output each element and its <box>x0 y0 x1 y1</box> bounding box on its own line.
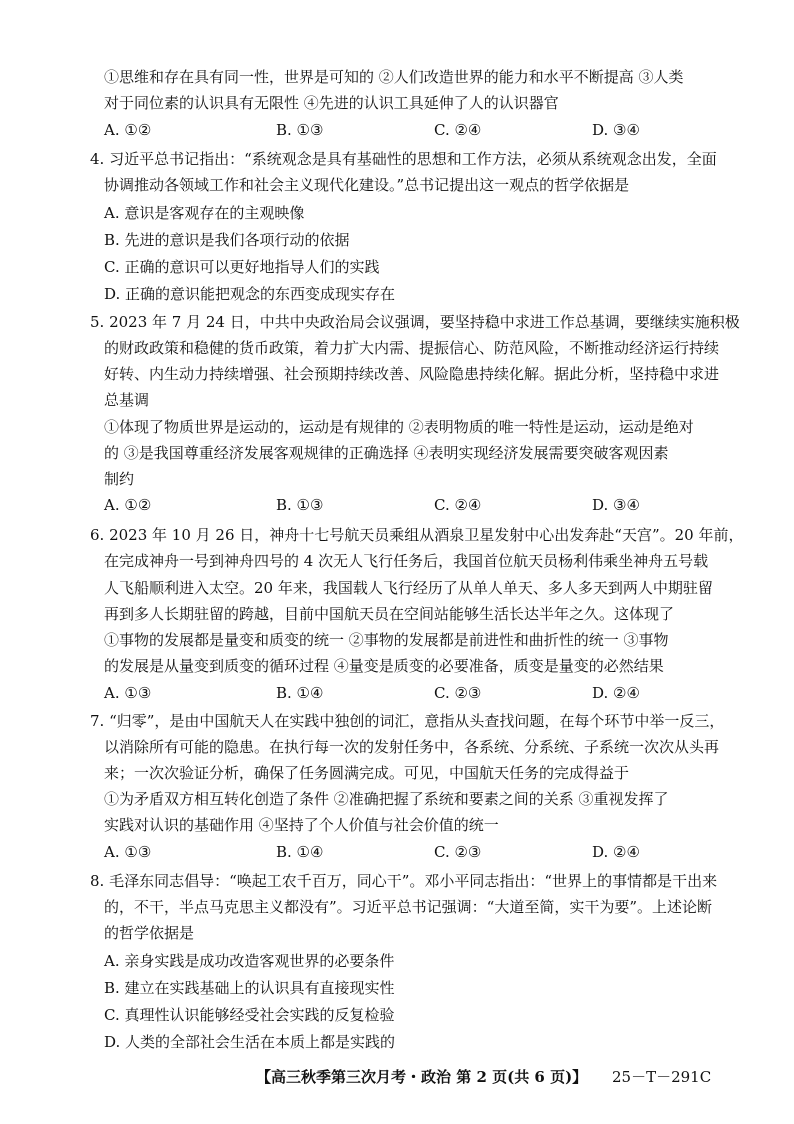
q5-statement-line: 的 ③是我国尊重经济发展客观规律的正确选择 ④表明实现经济发展需要突破客观因素 <box>104 444 669 462</box>
q6-statement-line: ①事物的发展都是量变和质变的统一 ②事物的发展都是前进性和曲折性的统一 ③事物 <box>104 631 669 649</box>
q6-statement-line: 的发展是从量变到质变的循环过程 ④量变是质变的必要准备，质变是量变的必然结果 <box>104 657 664 675</box>
q7-statement-line: ①为矛盾双方相互转化创造了条件 ②准确把握了系统和要素之间的关系 ③重视发挥了 <box>104 790 669 808</box>
q7-stem-line: 来；一次次验证分析，确保了任务圆满完成。可见，中国航天任务的完成得益于 <box>104 764 630 782</box>
q5-option-d: D. ③④ <box>592 496 640 514</box>
q5-stem-line: 5. 2023 年 7 月 24 日，中共中央政治局会议强调，要坚持稳中求进工作总基调，要继续实施积极 <box>90 313 740 331</box>
q6-option-b: B. ①④ <box>276 684 324 702</box>
q6-stem-line: 在完成神舟一号到神舟四号的 4 次无人飞行任务后，我国首位航天员杨利伟乘坐神舟五号载 <box>104 552 709 570</box>
q6-stem-line: 再到多人长期驻留的跨越，目前中国航天员在空间站能够生活长达半年之久。这体现了 <box>104 605 675 623</box>
q3-option-b: B. ①③ <box>276 121 324 139</box>
q4-choice-d: D. 正确的意识能把观念的东西变成现实存在 <box>104 285 396 303</box>
q4-stem-line: 4. 习近平总书记指出：“系统观念是具有基础性的思想和工作方法，必须从系统观念出发，全面 <box>90 150 717 168</box>
q8-choice-c: C. 真理性认识能够经受社会实践的反复检验 <box>104 1006 395 1024</box>
q7-option-b: B. ①④ <box>276 843 324 861</box>
q3-option-c: C. ②④ <box>434 121 482 139</box>
q8-choice-a: A. 亲身实践是成功改造客观世界的必要条件 <box>104 952 395 970</box>
q7-option-c: C. ②③ <box>434 843 482 861</box>
q7-stem-line: 7. “归零”，是由中国航天人在实践中独创的词汇，意指从头查找问题，在每个环节中举一反三， <box>90 712 725 730</box>
q5-option-a: A. ①② <box>104 496 152 514</box>
q4-choice-c: C. 正确的意识可以更好地指导人们的实践 <box>104 258 380 276</box>
q6-stem-line: 人飞船顺利进入太空。20 年来，我国载人飞行经历了从单人单天、多人多天到两人中期驻留 <box>104 579 713 597</box>
q7-stem-line: 以消除所有可能的隐患。在执行每一次的发射任务中，各系统、分系统、子系统一次次从头再 <box>104 738 720 756</box>
q3-statement-line: ①思维和存在具有同一性，世界是可知的 ②人们改造世界的能力和水平不断提高 ③人类 <box>104 68 684 86</box>
page-footer-label: 【高三秋季第三次月考・政治 第 2 页(共 6 页)】 <box>256 1068 588 1086</box>
q6-option-c: C. ②③ <box>434 684 482 702</box>
q5-option-b: B. ①③ <box>276 496 324 514</box>
q5-statement-line: ①体现了物质世界是运动的，运动是有规律的 ②表明物质的唯一特性是运动，运动是绝对 <box>104 418 694 436</box>
q6-stem-line: 6. 2023 年 10 月 26 日，神舟十七号航天员乘组从酒泉卫星发射中心出发奔赴“天宫”。20 年前， <box>90 526 744 544</box>
q4-choice-a: A. 意识是客观存在的主观映像 <box>104 204 305 222</box>
q5-stem-line: 总基调 <box>104 391 150 409</box>
q3-option-a: A. ①② <box>104 121 152 139</box>
q8-choice-d: D. 人类的全部社会生活在本质上都是实践的 <box>104 1033 396 1051</box>
q5-stem-line: 好转、内生动力持续增强、社会预期持续改善、风险隐患持续化解。据此分析，坚持稳中求进 <box>104 365 720 383</box>
q8-choice-b: B. 建立在实践基础上的认识具有直接现实性 <box>104 979 395 997</box>
q4-stem-line: 协调推动各领域工作和社会主义现代化建设。”总书记提出这一观点的哲学依据是 <box>104 176 630 194</box>
q5-stem-line: 的财政政策和稳健的货币政策，着力扩大内需、提振信心、防范风险，不断推动经济运行持续 <box>104 339 720 357</box>
q8-stem-line: 的哲学依据是 <box>104 924 195 942</box>
q7-option-d: D. ②④ <box>592 843 640 861</box>
q3-option-d: D. ③④ <box>592 121 640 139</box>
q3-statement-line: 对于同位素的认识具有无限性 ④先进的认识工具延伸了人的认识器官 <box>104 94 559 112</box>
q8-stem-line: 8. 毛泽东同志倡导：“唤起工农千百万，同心干”。邓小平同志指出：“世界上的事情都是干出来 <box>90 872 718 890</box>
q6-option-a: A. ①③ <box>104 684 152 702</box>
q8-stem-line: 的，不干，半点马克思主义都没有”。习近平总书记强调：“大道至简，实干为要”。上述论断 <box>104 898 713 916</box>
q4-choice-b: B. 先进的意识是我们各项行动的依据 <box>104 231 350 249</box>
q5-option-c: C. ②④ <box>434 496 482 514</box>
q7-statement-line: 实践对认识的基础作用 ④坚持了个人价值与社会价值的统一 <box>104 816 499 834</box>
exam-code: 25－T－291C <box>612 1068 712 1086</box>
q5-statement-line: 制约 <box>104 470 135 488</box>
q7-option-a: A. ①③ <box>104 843 152 861</box>
q6-option-d: D. ②④ <box>592 684 640 702</box>
